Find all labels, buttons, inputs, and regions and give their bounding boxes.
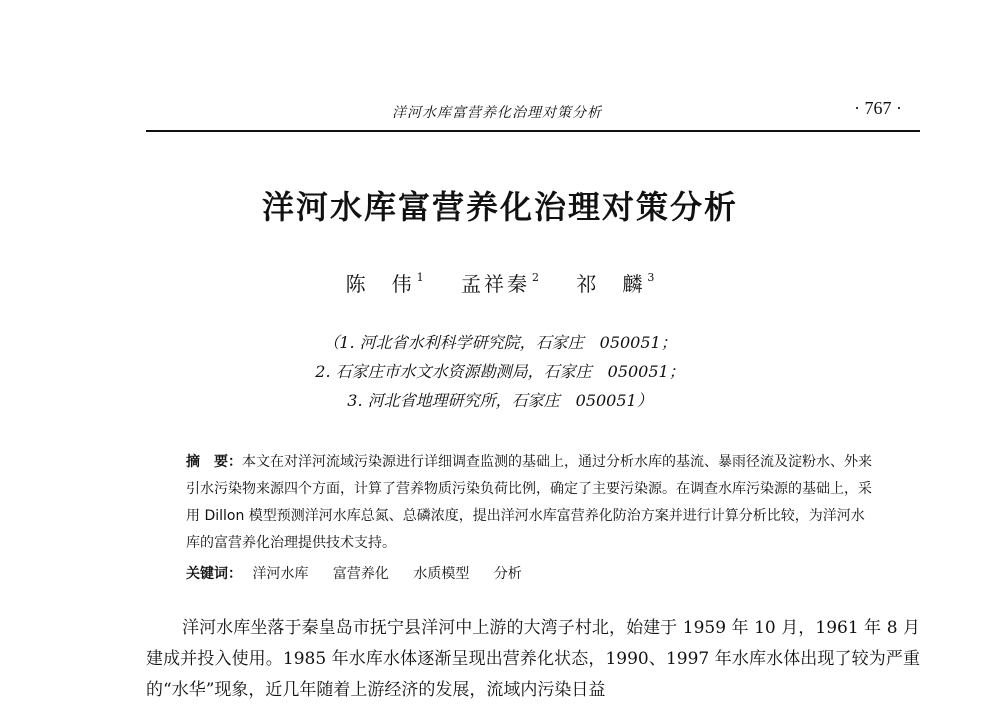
author-2 [461, 268, 539, 297]
author-name: 陈 伟 [345, 272, 415, 296]
affiliation-3: 3. 河北省地理研究所，石家庄 050051） [347, 391, 653, 410]
keywords-label: 关键词： [186, 566, 242, 582]
author-affiliation-mark: 1 [416, 271, 424, 284]
author-name: 祁 麟 [576, 272, 646, 296]
affiliation-1: （1. 河北省水利科学研究院，石家庄 050051； [323, 333, 677, 352]
abstract [186, 449, 878, 557]
abstract-label: 摘 要： [186, 454, 242, 470]
running-title: 洋河水库富营养化治理对策分析 [392, 105, 602, 121]
page-number: · 767 · [854, 98, 902, 118]
keyword-item: 富营养化 [332, 566, 389, 582]
author-affiliation-mark: 2 [532, 271, 539, 284]
author-name: 孟祥秦 [461, 272, 530, 296]
author-1 [346, 268, 424, 297]
author-affiliation-mark: 3 [647, 271, 655, 284]
keyword-item: 水质模型 [413, 566, 470, 582]
author-3 [576, 268, 654, 297]
keywords [186, 563, 878, 583]
running-header [146, 96, 920, 132]
abstract-text: 本文在对洋河流域污染源进行详细调查监测的基础上，通过分析水库的基流、暴雨径流及淀粉水、外来引水污染物来源四个方面，计算了营养物质污染负荷比例，确定了主要污染源。在调查水库污染源的基础上，采用 Dillon 模型预测洋河水库总氮、总磷浓度，提出洋河水库富营养化防治方案并进行计算分析比较，为洋河水库的富营养化治理提供技术支持。 [186, 454, 872, 551]
paper-title: 洋河水库富营养化治理对策分析 [261, 188, 738, 226]
affiliation-list [0, 328, 1000, 415]
author-list [0, 268, 1000, 297]
keyword-item: 分析 [493, 566, 522, 582]
keyword-item: 洋河水库 [252, 566, 309, 582]
body-paragraph: 洋河水库坐落于秦皇岛市抚宁县洋河中上游的大湾子村北，始建于 1959 年 10 月，1961 年 8 月建成并投入使用。1985 年水库水体逐渐呈现出营养化状态，1990、1997 年水库水体出现了较为严重的“水华”现象，近几年随着上游经济的发展，流域内污染日益 [146, 618, 920, 700]
affiliation-2: 2. 石家庄市水文水资源勘测局，石家庄 050051； [315, 362, 685, 381]
